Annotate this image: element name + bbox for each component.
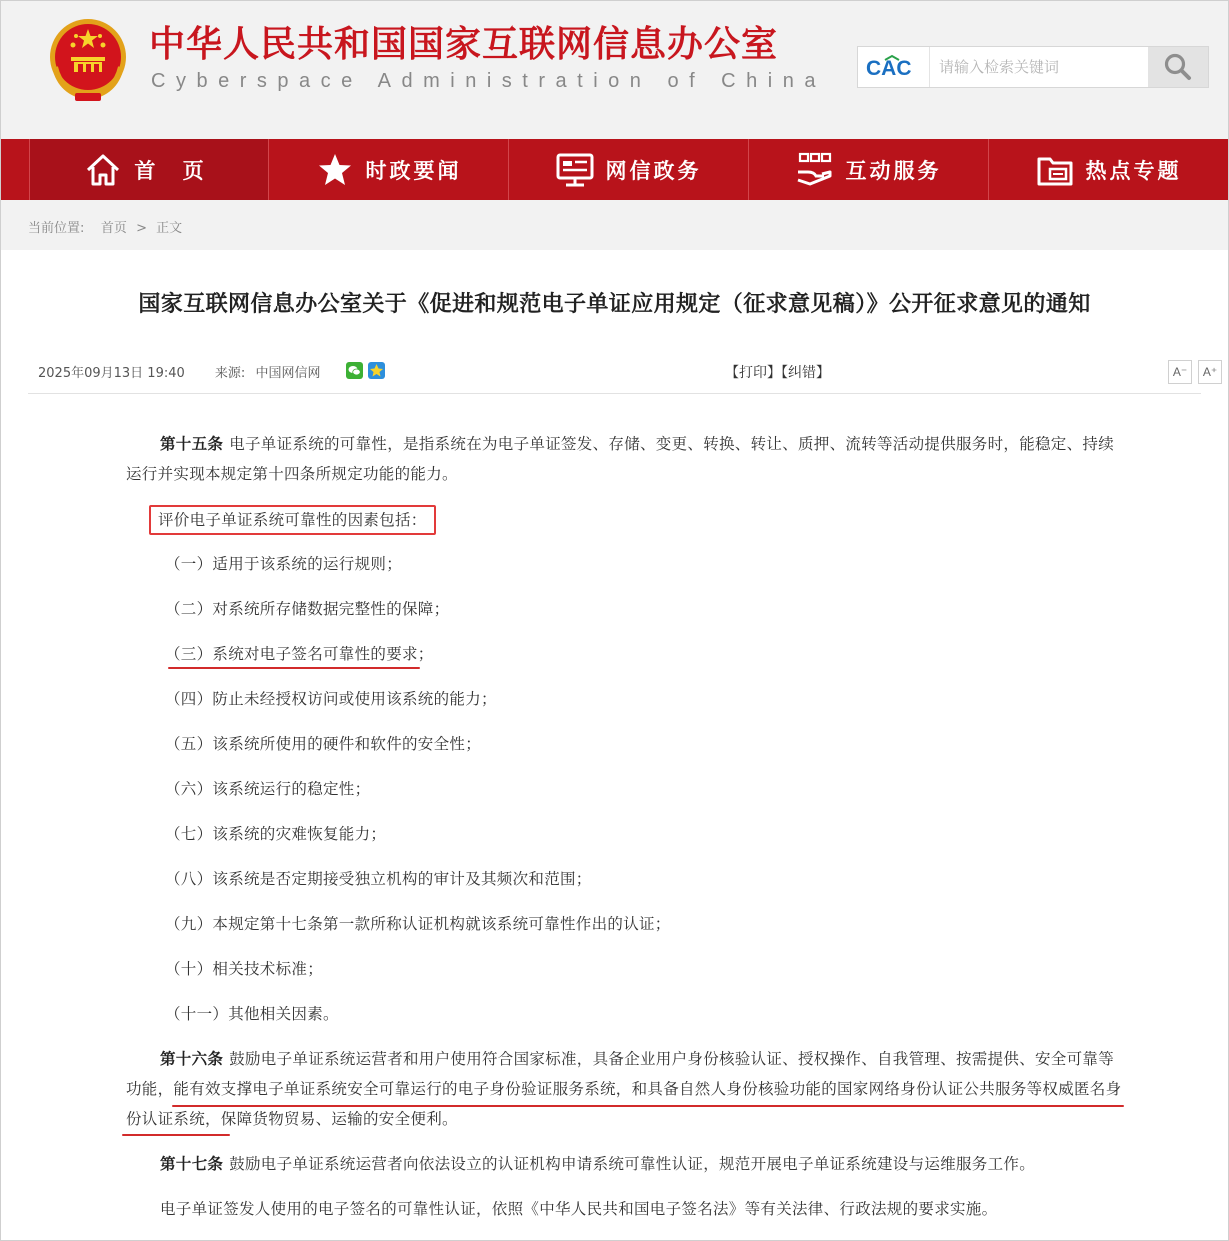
nav-item-interaction[interactable] bbox=[748, 139, 988, 200]
factor-item: （四）防止未经授权访问或使用该系统的能力； bbox=[165, 690, 497, 708]
article-16-paragraph bbox=[126, 1044, 1129, 1134]
font-smaller-button[interactable]: A⁻ bbox=[1168, 360, 1192, 384]
article-17-body: 鼓励电子单证系统运营者向依法设立的认证机构申请系统可靠性认证，规范开展电子单证系统建设与运维服务工作。 bbox=[229, 1155, 1036, 1173]
site-subtitle: Cyberspace Administration of China bbox=[151, 70, 826, 92]
magnifier-icon bbox=[1163, 52, 1193, 82]
star-icon bbox=[316, 152, 354, 188]
nav-label: 时政要闻 bbox=[365, 158, 462, 183]
factor-item: （六）该系统运行的稳定性； bbox=[165, 780, 371, 798]
site-title: 中华人民共和国国家互联网信息办公室 bbox=[149, 24, 779, 65]
factor-item: （三）系统对电子签名可靠性的要求； bbox=[165, 645, 434, 663]
highlight-box-annotation bbox=[149, 505, 436, 535]
article-17-body-2: 电子单证签发人使用的电子签名的可靠性认证，依照《中华人民共和国电子签名法》等有关法律、行政法规的要求实施。 bbox=[160, 1200, 998, 1218]
source-label: 来源: bbox=[214, 366, 246, 381]
font-size-controls bbox=[1168, 360, 1222, 384]
home-icon bbox=[84, 152, 122, 188]
cac-logo-icon bbox=[865, 54, 923, 80]
breadcrumb-current: 正文 bbox=[156, 221, 183, 236]
breadcrumb-separator: > bbox=[136, 221, 147, 236]
factor-item: （七）该系统的灾难恢复能力； bbox=[165, 825, 387, 843]
factor-item: （五）该系统所使用的硬件和软件的安全性； bbox=[165, 735, 482, 753]
breadcrumb-home-link[interactable]: 首页 bbox=[100, 221, 127, 236]
cac-logo bbox=[858, 47, 930, 87]
article-16-heading: 第十六条 bbox=[160, 1050, 224, 1068]
nav-item-affairs[interactable] bbox=[508, 139, 748, 200]
article-15-paragraph bbox=[126, 429, 1129, 489]
font-larger-button[interactable]: A⁺ bbox=[1198, 360, 1222, 384]
qzone-icon[interactable] bbox=[368, 362, 385, 379]
folder-icon bbox=[1036, 152, 1074, 188]
breadcrumb-bar bbox=[1, 200, 1228, 250]
hand-service-icon bbox=[796, 152, 834, 188]
article-meta bbox=[38, 362, 320, 381]
nav-label: 网信政务 bbox=[605, 158, 702, 183]
breadcrumb-label: 当前位置: bbox=[28, 221, 85, 236]
article-16-body: 鼓励电子单证系统运营者和用户使用符合国家标准，具备企业用户身份核验认证、授权操作、自我管理、按需提供、安全可靠等功能，能有效支撑电子单证系统安全可靠运行的电子身份验证服务系统，和具备自然人身份核验功能的国家网络身份认证公共服务等权威匿名身份认证系统，保障货物贸易、运输的安全便利。 bbox=[126, 1050, 1122, 1128]
search-box bbox=[857, 46, 1209, 88]
meta-divider bbox=[28, 393, 1201, 394]
nav-label: 热点专题 bbox=[1085, 158, 1182, 183]
underline-annotation bbox=[122, 1134, 230, 1136]
print-correct-links[interactable]: 【打印】【纠错】 bbox=[725, 365, 830, 381]
publish-date: 2025年09月13日 19:40 bbox=[38, 366, 185, 381]
svg-text:CAC: CAC bbox=[865, 57, 911, 80]
underline-annotation bbox=[172, 1105, 1124, 1107]
nav-item-news[interactable] bbox=[268, 139, 508, 200]
article-17-heading: 第十七条 bbox=[160, 1155, 224, 1173]
article-title: 国家互联网信息办公室关于《促进和规范电子单证应用规定（征求意见稿）》公开征求意见的通知 bbox=[138, 292, 1091, 317]
factor-item: （八）该系统是否定期接受独立机构的审计及其频次和范围； bbox=[165, 870, 592, 888]
search-button[interactable] bbox=[1148, 47, 1208, 87]
source-name: 中国网信网 bbox=[255, 366, 321, 381]
article-15-heading: 第十五条 bbox=[160, 435, 224, 453]
nav-item-home[interactable] bbox=[29, 139, 268, 200]
site-header bbox=[1, 1, 1228, 139]
factor-item: （九）本规定第十七条第一款所称认证机构就该系统可靠性作出的认证； bbox=[165, 915, 671, 933]
main-nav bbox=[1, 139, 1228, 200]
nav-label: 互动服务 bbox=[845, 158, 942, 183]
share-icons bbox=[346, 362, 385, 379]
search-input[interactable] bbox=[931, 47, 1149, 87]
underline-annotation bbox=[168, 667, 420, 669]
nav-label: 首 页 bbox=[134, 158, 214, 183]
factor-item: （一）适用于该系统的运行规则； bbox=[165, 555, 403, 573]
national-emblem-icon bbox=[45, 15, 131, 103]
article-17-paragraph bbox=[126, 1149, 1129, 1179]
article-15-body: 电子单证系统的可靠性，是指系统在为电子单证签发、存储、变更、转换、转让、质押、流转等活动提供服务时，能稳定、持续运行并实现本规定第十四条所规定功能的能力。 bbox=[126, 435, 1115, 483]
nav-item-topics[interactable] bbox=[988, 139, 1228, 200]
factor-item: （十）相关技术标准； bbox=[165, 960, 324, 978]
monitor-icon bbox=[556, 152, 594, 188]
breadcrumb bbox=[28, 217, 182, 236]
factor-item: （十一）其他相关因素。 bbox=[165, 1005, 339, 1023]
factors-intro: 评价电子单证系统可靠性的因素包括： bbox=[158, 511, 427, 529]
factor-item: （二）对系统所存储数据完整性的保障； bbox=[165, 600, 450, 618]
article-17-paragraph-2 bbox=[126, 1194, 1129, 1224]
wechat-icon[interactable] bbox=[346, 362, 363, 379]
